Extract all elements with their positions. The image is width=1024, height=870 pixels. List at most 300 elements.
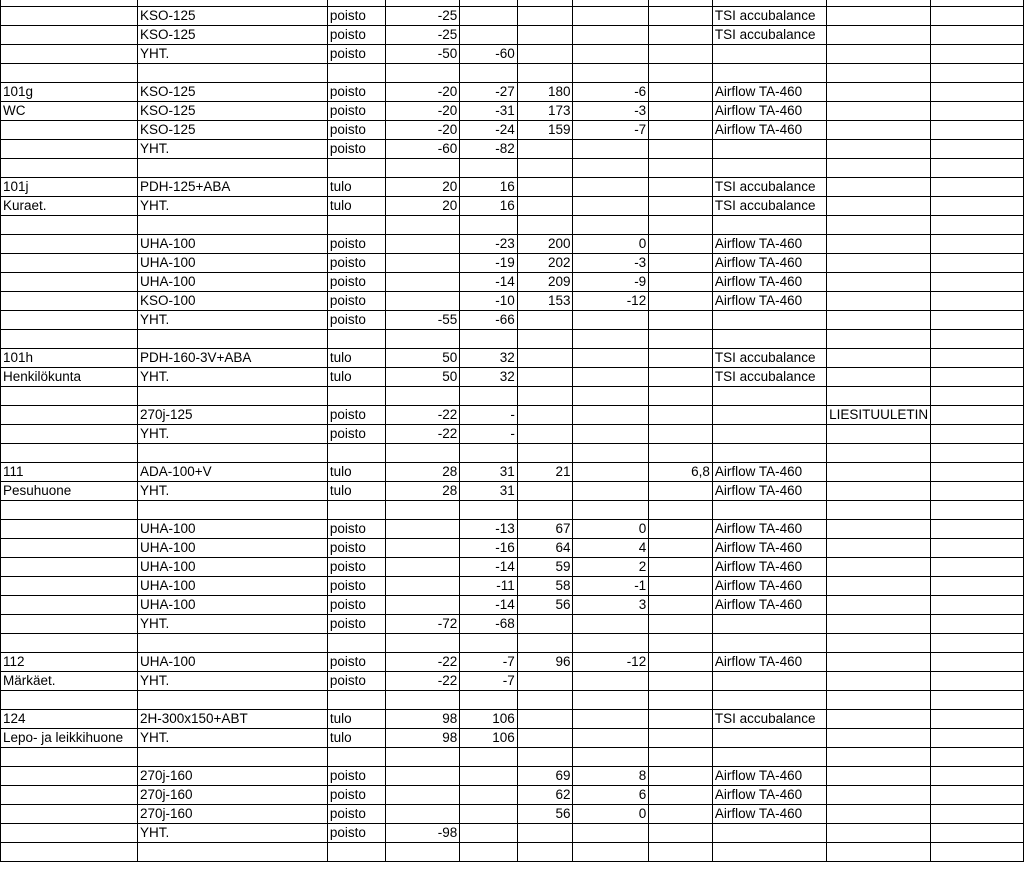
cell-empty[interactable] bbox=[931, 558, 1024, 577]
cell-col-g[interactable] bbox=[573, 311, 649, 330]
cell-instrument[interactable]: Airflow TA-460 bbox=[712, 805, 826, 824]
cell-col-h[interactable] bbox=[649, 425, 713, 444]
cell-room[interactable] bbox=[1, 159, 138, 178]
cell-measured-flow[interactable]: - bbox=[460, 406, 518, 425]
cell-device[interactable]: UHA-100 bbox=[138, 235, 328, 254]
cell-empty[interactable] bbox=[931, 691, 1024, 710]
cell-empty[interactable] bbox=[931, 235, 1024, 254]
cell-type[interactable]: poisto bbox=[327, 615, 385, 634]
cell-device[interactable] bbox=[138, 691, 328, 710]
cell-instrument[interactable]: Airflow TA-460 bbox=[712, 577, 826, 596]
cell-measured-flow[interactable] bbox=[460, 767, 518, 786]
cell-empty[interactable] bbox=[931, 406, 1024, 425]
cell-empty[interactable] bbox=[931, 577, 1024, 596]
cell-note[interactable] bbox=[827, 330, 931, 349]
cell-col-g[interactable]: -3 bbox=[573, 102, 649, 121]
cell-type[interactable] bbox=[327, 216, 385, 235]
cell-empty[interactable] bbox=[931, 596, 1024, 615]
cell-measured-flow[interactable] bbox=[460, 691, 518, 710]
cell-type[interactable]: poisto bbox=[327, 653, 385, 672]
cell-room[interactable] bbox=[1, 824, 138, 843]
cell-col-h[interactable] bbox=[649, 254, 713, 273]
cell-col-h[interactable] bbox=[649, 501, 713, 520]
cell-type[interactable]: poisto bbox=[327, 805, 385, 824]
cell-col-f[interactable]: 202 bbox=[517, 254, 573, 273]
cell-empty[interactable] bbox=[931, 482, 1024, 501]
cell-design-flow[interactable]: 50 bbox=[385, 368, 460, 387]
cell-room[interactable] bbox=[1, 7, 138, 26]
cell-col-g[interactable]: 3 bbox=[573, 596, 649, 615]
cell-room[interactable] bbox=[1, 330, 138, 349]
cell-room[interactable] bbox=[1, 45, 138, 64]
cell-col-g[interactable] bbox=[573, 7, 649, 26]
cell-col-f[interactable] bbox=[517, 425, 573, 444]
cell-note[interactable] bbox=[827, 634, 931, 653]
cell-note[interactable] bbox=[827, 159, 931, 178]
cell-room[interactable] bbox=[1, 216, 138, 235]
cell-col-g[interactable] bbox=[573, 197, 649, 216]
cell-col-f[interactable] bbox=[517, 140, 573, 159]
cell-note[interactable] bbox=[827, 615, 931, 634]
cell-col-h[interactable] bbox=[649, 45, 713, 64]
cell-room[interactable]: Pesuhuone bbox=[1, 482, 138, 501]
cell-type[interactable] bbox=[327, 387, 385, 406]
cell-type[interactable]: poisto bbox=[327, 7, 385, 26]
cell-type[interactable]: poisto bbox=[327, 520, 385, 539]
cell-room[interactable] bbox=[1, 748, 138, 767]
cell-col-g[interactable]: 2 bbox=[573, 558, 649, 577]
cell-col-f[interactable] bbox=[517, 748, 573, 767]
cell-type[interactable] bbox=[327, 330, 385, 349]
cell-note[interactable] bbox=[827, 292, 931, 311]
cell-type[interactable]: poisto bbox=[327, 121, 385, 140]
cell-col-h[interactable] bbox=[649, 368, 713, 387]
cell-note[interactable] bbox=[827, 691, 931, 710]
cell-device[interactable]: 270j-125 bbox=[138, 406, 328, 425]
cell-note[interactable] bbox=[827, 577, 931, 596]
cell-col-h[interactable] bbox=[649, 197, 713, 216]
cell-col-h[interactable] bbox=[649, 140, 713, 159]
cell-col-f[interactable] bbox=[517, 64, 573, 83]
cell-col-g[interactable] bbox=[573, 26, 649, 45]
cell-design-flow[interactable]: -50 bbox=[385, 45, 460, 64]
cell-col-f[interactable] bbox=[517, 824, 573, 843]
cell-col-g[interactable] bbox=[573, 387, 649, 406]
cell-col-f[interactable] bbox=[517, 7, 573, 26]
cell-measured-flow[interactable]: 31 bbox=[460, 482, 518, 501]
cell-design-flow[interactable]: 20 bbox=[385, 197, 460, 216]
cell-col-g[interactable]: 4 bbox=[573, 539, 649, 558]
cell-col-h[interactable] bbox=[649, 102, 713, 121]
cell-device[interactable]: YHT. bbox=[138, 729, 328, 748]
cell-instrument[interactable] bbox=[712, 159, 826, 178]
cell-col-g[interactable] bbox=[573, 710, 649, 729]
cell-measured-flow[interactable] bbox=[460, 444, 518, 463]
cell-design-flow[interactable]: -25 bbox=[385, 7, 460, 26]
cell-measured-flow[interactable]: -13 bbox=[460, 520, 518, 539]
cell-col-h[interactable] bbox=[649, 710, 713, 729]
cell-measured-flow[interactable] bbox=[460, 824, 518, 843]
cell-col-h[interactable] bbox=[649, 273, 713, 292]
cell-device[interactable]: PDH-125+ABA bbox=[138, 178, 328, 197]
cell-type[interactable] bbox=[327, 159, 385, 178]
cell-col-h[interactable] bbox=[649, 444, 713, 463]
cell-col-f[interactable] bbox=[517, 672, 573, 691]
cell-col-h[interactable] bbox=[649, 767, 713, 786]
cell-type[interactable]: tulo bbox=[327, 197, 385, 216]
cell-design-flow[interactable]: -55 bbox=[385, 311, 460, 330]
cell-col-f[interactable] bbox=[517, 349, 573, 368]
cell-design-flow[interactable]: -72 bbox=[385, 615, 460, 634]
cell-empty[interactable] bbox=[931, 349, 1024, 368]
cell-instrument[interactable]: TSI accubalance bbox=[712, 7, 826, 26]
cell-col-g[interactable] bbox=[573, 159, 649, 178]
cell-room[interactable] bbox=[1, 596, 138, 615]
cell-measured-flow[interactable] bbox=[460, 330, 518, 349]
cell-col-h[interactable] bbox=[649, 406, 713, 425]
cell-design-flow[interactable] bbox=[385, 805, 460, 824]
cell-measured-flow[interactable] bbox=[460, 786, 518, 805]
cell-room[interactable] bbox=[1, 577, 138, 596]
cell-col-f[interactable] bbox=[517, 691, 573, 710]
cell-room[interactable]: 101j bbox=[1, 178, 138, 197]
cell-empty[interactable] bbox=[931, 83, 1024, 102]
cell-col-h[interactable] bbox=[649, 805, 713, 824]
cell-note[interactable] bbox=[827, 805, 931, 824]
cell-type[interactable] bbox=[327, 64, 385, 83]
cell-note[interactable] bbox=[827, 824, 931, 843]
cell-type[interactable] bbox=[327, 691, 385, 710]
cell-type[interactable]: poisto bbox=[327, 311, 385, 330]
cell-design-flow[interactable]: -20 bbox=[385, 83, 460, 102]
cell-note[interactable] bbox=[827, 748, 931, 767]
cell-note[interactable] bbox=[827, 64, 931, 83]
cell-col-g[interactable] bbox=[573, 140, 649, 159]
cell-col-h[interactable] bbox=[649, 748, 713, 767]
cell-room[interactable] bbox=[1, 292, 138, 311]
cell-col-f[interactable]: 56 bbox=[517, 596, 573, 615]
cell-device[interactable] bbox=[138, 634, 328, 653]
cell-col-f[interactable] bbox=[517, 843, 573, 862]
cell-note[interactable] bbox=[827, 729, 931, 748]
cell-empty[interactable] bbox=[931, 444, 1024, 463]
cell-type[interactable]: poisto bbox=[327, 596, 385, 615]
cell-room[interactable]: Henkilökunta bbox=[1, 368, 138, 387]
cell-room[interactable] bbox=[1, 273, 138, 292]
cell-col-g[interactable]: 8 bbox=[573, 767, 649, 786]
cell-col-f[interactable]: 180 bbox=[517, 83, 573, 102]
cell-note[interactable] bbox=[827, 444, 931, 463]
cell-empty[interactable] bbox=[931, 387, 1024, 406]
cell-instrument[interactable]: Airflow TA-460 bbox=[712, 83, 826, 102]
cell-device[interactable]: YHT. bbox=[138, 482, 328, 501]
cell-device[interactable]: UHA-100 bbox=[138, 254, 328, 273]
cell-design-flow[interactable]: -22 bbox=[385, 406, 460, 425]
cell-device[interactable]: KSO-125 bbox=[138, 26, 328, 45]
cell-instrument[interactable]: TSI accubalance bbox=[712, 178, 826, 197]
cell-instrument[interactable]: TSI accubalance bbox=[712, 710, 826, 729]
cell-design-flow[interactable] bbox=[385, 444, 460, 463]
cell-col-f[interactable]: 58 bbox=[517, 577, 573, 596]
cell-measured-flow[interactable]: -7 bbox=[460, 672, 518, 691]
cell-design-flow[interactable]: -25 bbox=[385, 26, 460, 45]
cell-col-f[interactable]: 59 bbox=[517, 558, 573, 577]
cell-design-flow[interactable] bbox=[385, 501, 460, 520]
cell-col-h[interactable] bbox=[649, 596, 713, 615]
cell-type[interactable]: tulo bbox=[327, 482, 385, 501]
cell-col-g[interactable] bbox=[573, 178, 649, 197]
cell-device[interactable]: 270j-160 bbox=[138, 805, 328, 824]
cell-measured-flow[interactable] bbox=[460, 64, 518, 83]
cell-instrument[interactable]: Airflow TA-460 bbox=[712, 539, 826, 558]
cell-col-g[interactable]: 0 bbox=[573, 235, 649, 254]
cell-empty[interactable] bbox=[931, 634, 1024, 653]
cell-col-f[interactable] bbox=[517, 197, 573, 216]
cell-instrument[interactable] bbox=[712, 311, 826, 330]
cell-empty[interactable] bbox=[931, 7, 1024, 26]
cell-measured-flow[interactable]: -14 bbox=[460, 596, 518, 615]
cell-type[interactable]: poisto bbox=[327, 558, 385, 577]
cell-device[interactable]: UHA-100 bbox=[138, 653, 328, 672]
cell-col-g[interactable] bbox=[573, 444, 649, 463]
cell-col-f[interactable] bbox=[517, 482, 573, 501]
cell-empty[interactable] bbox=[931, 805, 1024, 824]
cell-device[interactable]: KSO-125 bbox=[138, 83, 328, 102]
cell-col-h[interactable] bbox=[649, 330, 713, 349]
cell-measured-flow[interactable] bbox=[460, 843, 518, 862]
cell-note[interactable] bbox=[827, 539, 931, 558]
cell-measured-flow[interactable]: -16 bbox=[460, 539, 518, 558]
cell-col-g[interactable] bbox=[573, 501, 649, 520]
cell-device[interactable] bbox=[138, 159, 328, 178]
cell-type[interactable]: poisto bbox=[327, 292, 385, 311]
cell-empty[interactable] bbox=[931, 197, 1024, 216]
cell-design-flow[interactable] bbox=[385, 387, 460, 406]
cell-measured-flow[interactable]: -60 bbox=[460, 45, 518, 64]
cell-type[interactable]: poisto bbox=[327, 235, 385, 254]
cell-type[interactable]: tulo bbox=[327, 463, 385, 482]
cell-instrument[interactable] bbox=[712, 615, 826, 634]
cell-design-flow[interactable]: 28 bbox=[385, 463, 460, 482]
cell-room[interactable] bbox=[1, 558, 138, 577]
cell-instrument[interactable]: Airflow TA-460 bbox=[712, 520, 826, 539]
cell-col-f[interactable]: 21 bbox=[517, 463, 573, 482]
cell-note[interactable] bbox=[827, 501, 931, 520]
cell-col-h[interactable] bbox=[649, 672, 713, 691]
cell-empty[interactable] bbox=[931, 501, 1024, 520]
cell-room[interactable] bbox=[1, 64, 138, 83]
cell-room[interactable] bbox=[1, 786, 138, 805]
cell-type[interactable] bbox=[327, 748, 385, 767]
cell-col-f[interactable]: 69 bbox=[517, 767, 573, 786]
cell-note[interactable] bbox=[827, 710, 931, 729]
cell-design-flow[interactable] bbox=[385, 786, 460, 805]
cell-device[interactable]: UHA-100 bbox=[138, 596, 328, 615]
cell-col-f[interactable] bbox=[517, 615, 573, 634]
cell-measured-flow[interactable]: -7 bbox=[460, 653, 518, 672]
cell-empty[interactable] bbox=[931, 45, 1024, 64]
cell-empty[interactable] bbox=[931, 64, 1024, 83]
cell-empty[interactable] bbox=[931, 520, 1024, 539]
cell-device[interactable]: YHT. bbox=[138, 824, 328, 843]
cell-room[interactable]: 111 bbox=[1, 463, 138, 482]
cell-instrument[interactable]: TSI accubalance bbox=[712, 197, 826, 216]
cell-room[interactable] bbox=[1, 140, 138, 159]
cell-empty[interactable] bbox=[931, 615, 1024, 634]
cell-measured-flow[interactable]: -23 bbox=[460, 235, 518, 254]
cell-col-f[interactable]: 64 bbox=[517, 539, 573, 558]
cell-measured-flow[interactable]: 16 bbox=[460, 178, 518, 197]
cell-col-h[interactable] bbox=[649, 159, 713, 178]
cell-device[interactable]: 270j-160 bbox=[138, 786, 328, 805]
cell-note[interactable] bbox=[827, 273, 931, 292]
cell-col-g[interactable] bbox=[573, 672, 649, 691]
cell-measured-flow[interactable]: -31 bbox=[460, 102, 518, 121]
cell-device[interactable]: KSO-125 bbox=[138, 7, 328, 26]
cell-device[interactable]: UHA-100 bbox=[138, 539, 328, 558]
cell-device[interactable] bbox=[138, 216, 328, 235]
cell-device[interactable]: KSO-125 bbox=[138, 121, 328, 140]
cell-col-f[interactable]: 209 bbox=[517, 273, 573, 292]
cell-design-flow[interactable] bbox=[385, 330, 460, 349]
cell-note[interactable] bbox=[827, 463, 931, 482]
cell-col-g[interactable] bbox=[573, 349, 649, 368]
cell-room[interactable] bbox=[1, 539, 138, 558]
cell-device[interactable] bbox=[138, 843, 328, 862]
cell-col-g[interactable] bbox=[573, 368, 649, 387]
cell-col-h[interactable] bbox=[649, 64, 713, 83]
cell-note[interactable] bbox=[827, 121, 931, 140]
cell-design-flow[interactable] bbox=[385, 235, 460, 254]
cell-note[interactable] bbox=[827, 216, 931, 235]
cell-col-f[interactable] bbox=[517, 330, 573, 349]
cell-measured-flow[interactable]: -19 bbox=[460, 254, 518, 273]
cell-device[interactable]: 2H-300x150+ABT bbox=[138, 710, 328, 729]
cell-device[interactable]: PDH-160-3V+ABA bbox=[138, 349, 328, 368]
cell-design-flow[interactable]: -98 bbox=[385, 824, 460, 843]
cell-design-flow[interactable] bbox=[385, 292, 460, 311]
cell-design-flow[interactable]: -20 bbox=[385, 121, 460, 140]
cell-empty[interactable] bbox=[931, 748, 1024, 767]
cell-col-f[interactable] bbox=[517, 634, 573, 653]
cell-type[interactable]: poisto bbox=[327, 102, 385, 121]
cell-col-g[interactable] bbox=[573, 64, 649, 83]
cell-note[interactable] bbox=[827, 311, 931, 330]
cell-note[interactable] bbox=[827, 558, 931, 577]
cell-note[interactable] bbox=[827, 178, 931, 197]
cell-col-f[interactable]: 153 bbox=[517, 292, 573, 311]
cell-empty[interactable] bbox=[931, 121, 1024, 140]
cell-device[interactable] bbox=[138, 64, 328, 83]
cell-type[interactable] bbox=[327, 634, 385, 653]
cell-design-flow[interactable] bbox=[385, 539, 460, 558]
cell-design-flow[interactable] bbox=[385, 254, 460, 273]
cell-type[interactable]: poisto bbox=[327, 254, 385, 273]
cell-type[interactable]: tulo bbox=[327, 710, 385, 729]
cell-design-flow[interactable] bbox=[385, 596, 460, 615]
cell-device[interactable]: YHT. bbox=[138, 425, 328, 444]
cell-empty[interactable] bbox=[931, 463, 1024, 482]
cell-type[interactable]: poisto bbox=[327, 45, 385, 64]
cell-col-g[interactable]: -1 bbox=[573, 577, 649, 596]
cell-design-flow[interactable] bbox=[385, 577, 460, 596]
cell-col-h[interactable] bbox=[649, 520, 713, 539]
cell-col-f[interactable]: 56 bbox=[517, 805, 573, 824]
cell-col-g[interactable] bbox=[573, 748, 649, 767]
cell-col-h[interactable] bbox=[649, 178, 713, 197]
cell-empty[interactable] bbox=[931, 767, 1024, 786]
cell-room[interactable]: 101h bbox=[1, 349, 138, 368]
cell-type[interactable]: poisto bbox=[327, 140, 385, 159]
cell-measured-flow[interactable] bbox=[460, 634, 518, 653]
cell-col-f[interactable]: 67 bbox=[517, 520, 573, 539]
cell-measured-flow[interactable]: -14 bbox=[460, 273, 518, 292]
cell-col-g[interactable]: -6 bbox=[573, 83, 649, 102]
cell-col-h[interactable] bbox=[649, 387, 713, 406]
cell-design-flow[interactable]: 98 bbox=[385, 729, 460, 748]
cell-type[interactable]: tulo bbox=[327, 349, 385, 368]
cell-device[interactable] bbox=[138, 444, 328, 463]
cell-design-flow[interactable] bbox=[385, 64, 460, 83]
cell-col-g[interactable]: -3 bbox=[573, 254, 649, 273]
cell-col-h[interactable] bbox=[649, 824, 713, 843]
cell-measured-flow[interactable] bbox=[460, 7, 518, 26]
cell-instrument[interactable] bbox=[712, 64, 826, 83]
cell-note[interactable] bbox=[827, 349, 931, 368]
cell-design-flow[interactable]: -60 bbox=[385, 140, 460, 159]
cell-empty[interactable] bbox=[931, 330, 1024, 349]
cell-instrument[interactable] bbox=[712, 425, 826, 444]
cell-design-flow[interactable] bbox=[385, 748, 460, 767]
cell-instrument[interactable]: TSI accubalance bbox=[712, 368, 826, 387]
cell-room[interactable] bbox=[1, 634, 138, 653]
cell-col-h[interactable] bbox=[649, 615, 713, 634]
cell-note[interactable] bbox=[827, 45, 931, 64]
cell-design-flow[interactable] bbox=[385, 520, 460, 539]
cell-instrument[interactable] bbox=[712, 843, 826, 862]
cell-type[interactable]: poisto bbox=[327, 672, 385, 691]
cell-device[interactable]: KSO-100 bbox=[138, 292, 328, 311]
cell-instrument[interactable]: Airflow TA-460 bbox=[712, 596, 826, 615]
cell-col-h[interactable] bbox=[649, 83, 713, 102]
cell-room[interactable] bbox=[1, 121, 138, 140]
cell-type[interactable] bbox=[327, 444, 385, 463]
cell-instrument[interactable]: Airflow TA-460 bbox=[712, 121, 826, 140]
cell-device[interactable] bbox=[138, 387, 328, 406]
cell-empty[interactable] bbox=[931, 159, 1024, 178]
cell-instrument[interactable] bbox=[712, 216, 826, 235]
cell-design-flow[interactable]: 20 bbox=[385, 178, 460, 197]
cell-col-g[interactable]: 0 bbox=[573, 520, 649, 539]
cell-col-h[interactable] bbox=[649, 786, 713, 805]
cell-note[interactable] bbox=[827, 672, 931, 691]
cell-empty[interactable] bbox=[931, 710, 1024, 729]
cell-type[interactable]: poisto bbox=[327, 26, 385, 45]
cell-instrument[interactable]: Airflow TA-460 bbox=[712, 273, 826, 292]
cell-col-g[interactable] bbox=[573, 406, 649, 425]
cell-measured-flow[interactable]: -11 bbox=[460, 577, 518, 596]
cell-instrument[interactable]: TSI accubalance bbox=[712, 349, 826, 368]
cell-device[interactable]: ADA-100+V bbox=[138, 463, 328, 482]
cell-instrument[interactable]: Airflow TA-460 bbox=[712, 767, 826, 786]
cell-type[interactable] bbox=[327, 843, 385, 862]
cell-col-g[interactable] bbox=[573, 216, 649, 235]
cell-device[interactable]: YHT. bbox=[138, 615, 328, 634]
cell-device[interactable]: UHA-100 bbox=[138, 273, 328, 292]
cell-empty[interactable] bbox=[931, 425, 1024, 444]
cell-room[interactable] bbox=[1, 843, 138, 862]
cell-note[interactable] bbox=[827, 482, 931, 501]
